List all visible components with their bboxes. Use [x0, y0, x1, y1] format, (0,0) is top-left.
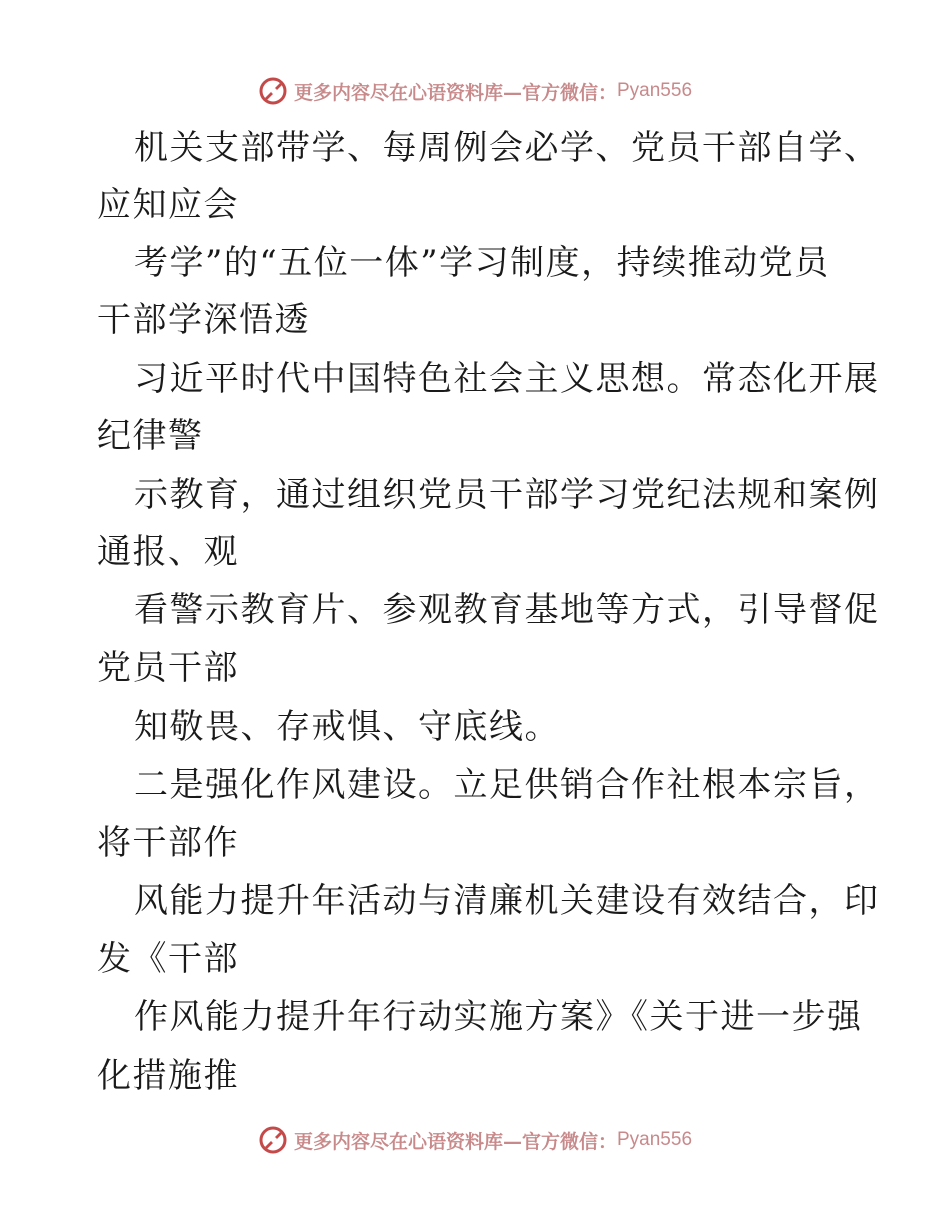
- footer-watermark: [0, 1120, 950, 1160]
- pen-logo-icon: [258, 76, 288, 106]
- text-line: 党员干部: [97, 648, 239, 688]
- watermark-text: 更多内容尽在心语资料库—官方微信：: [293, 1130, 617, 1153]
- pen-logo-icon: [258, 1125, 288, 1155]
- text-line: 发《干部: [97, 939, 239, 979]
- watermark-account: Pyan556: [617, 80, 693, 101]
- text-line: 知敬畏、存戒惧、守底线。: [134, 707, 560, 747]
- text-line: 习近平时代中国特色社会主义思想。常态化开展: [134, 359, 880, 399]
- watermark-text: 更多内容尽在心语资料库—官方微信：: [293, 81, 617, 104]
- text-line: 将干部作: [97, 823, 239, 863]
- text-line: 风能力提升年活动与清廉机关建设有效结合，印: [134, 881, 880, 921]
- text-line: 通报、观: [97, 532, 239, 572]
- text-line: 化措施推: [97, 1056, 239, 1096]
- text-line: 纪律警: [97, 416, 204, 456]
- text-line: 机关支部带学、每周例会必学、党员干部自学、: [134, 128, 880, 168]
- text-line: 作风能力提升年行动实施方案》《关于进一步强: [134, 997, 863, 1037]
- header-watermark: [0, 71, 950, 111]
- text-line: 看警示教育片、参观教育基地等方式，引导督促: [134, 590, 880, 630]
- text-line: 示教育，通过组织党员干部学习党纪法规和案例: [134, 475, 880, 515]
- text-line: 考学”的“五位一体”学习制度，持续推动党员: [134, 243, 830, 283]
- text-line: 应知应会: [97, 185, 239, 225]
- text-line: 干部学深悟透: [97, 300, 310, 340]
- watermark-account: Pyan556: [617, 1129, 693, 1150]
- text-line: 二是强化作风建设。立足供销合作社根本宗旨，: [134, 765, 880, 805]
